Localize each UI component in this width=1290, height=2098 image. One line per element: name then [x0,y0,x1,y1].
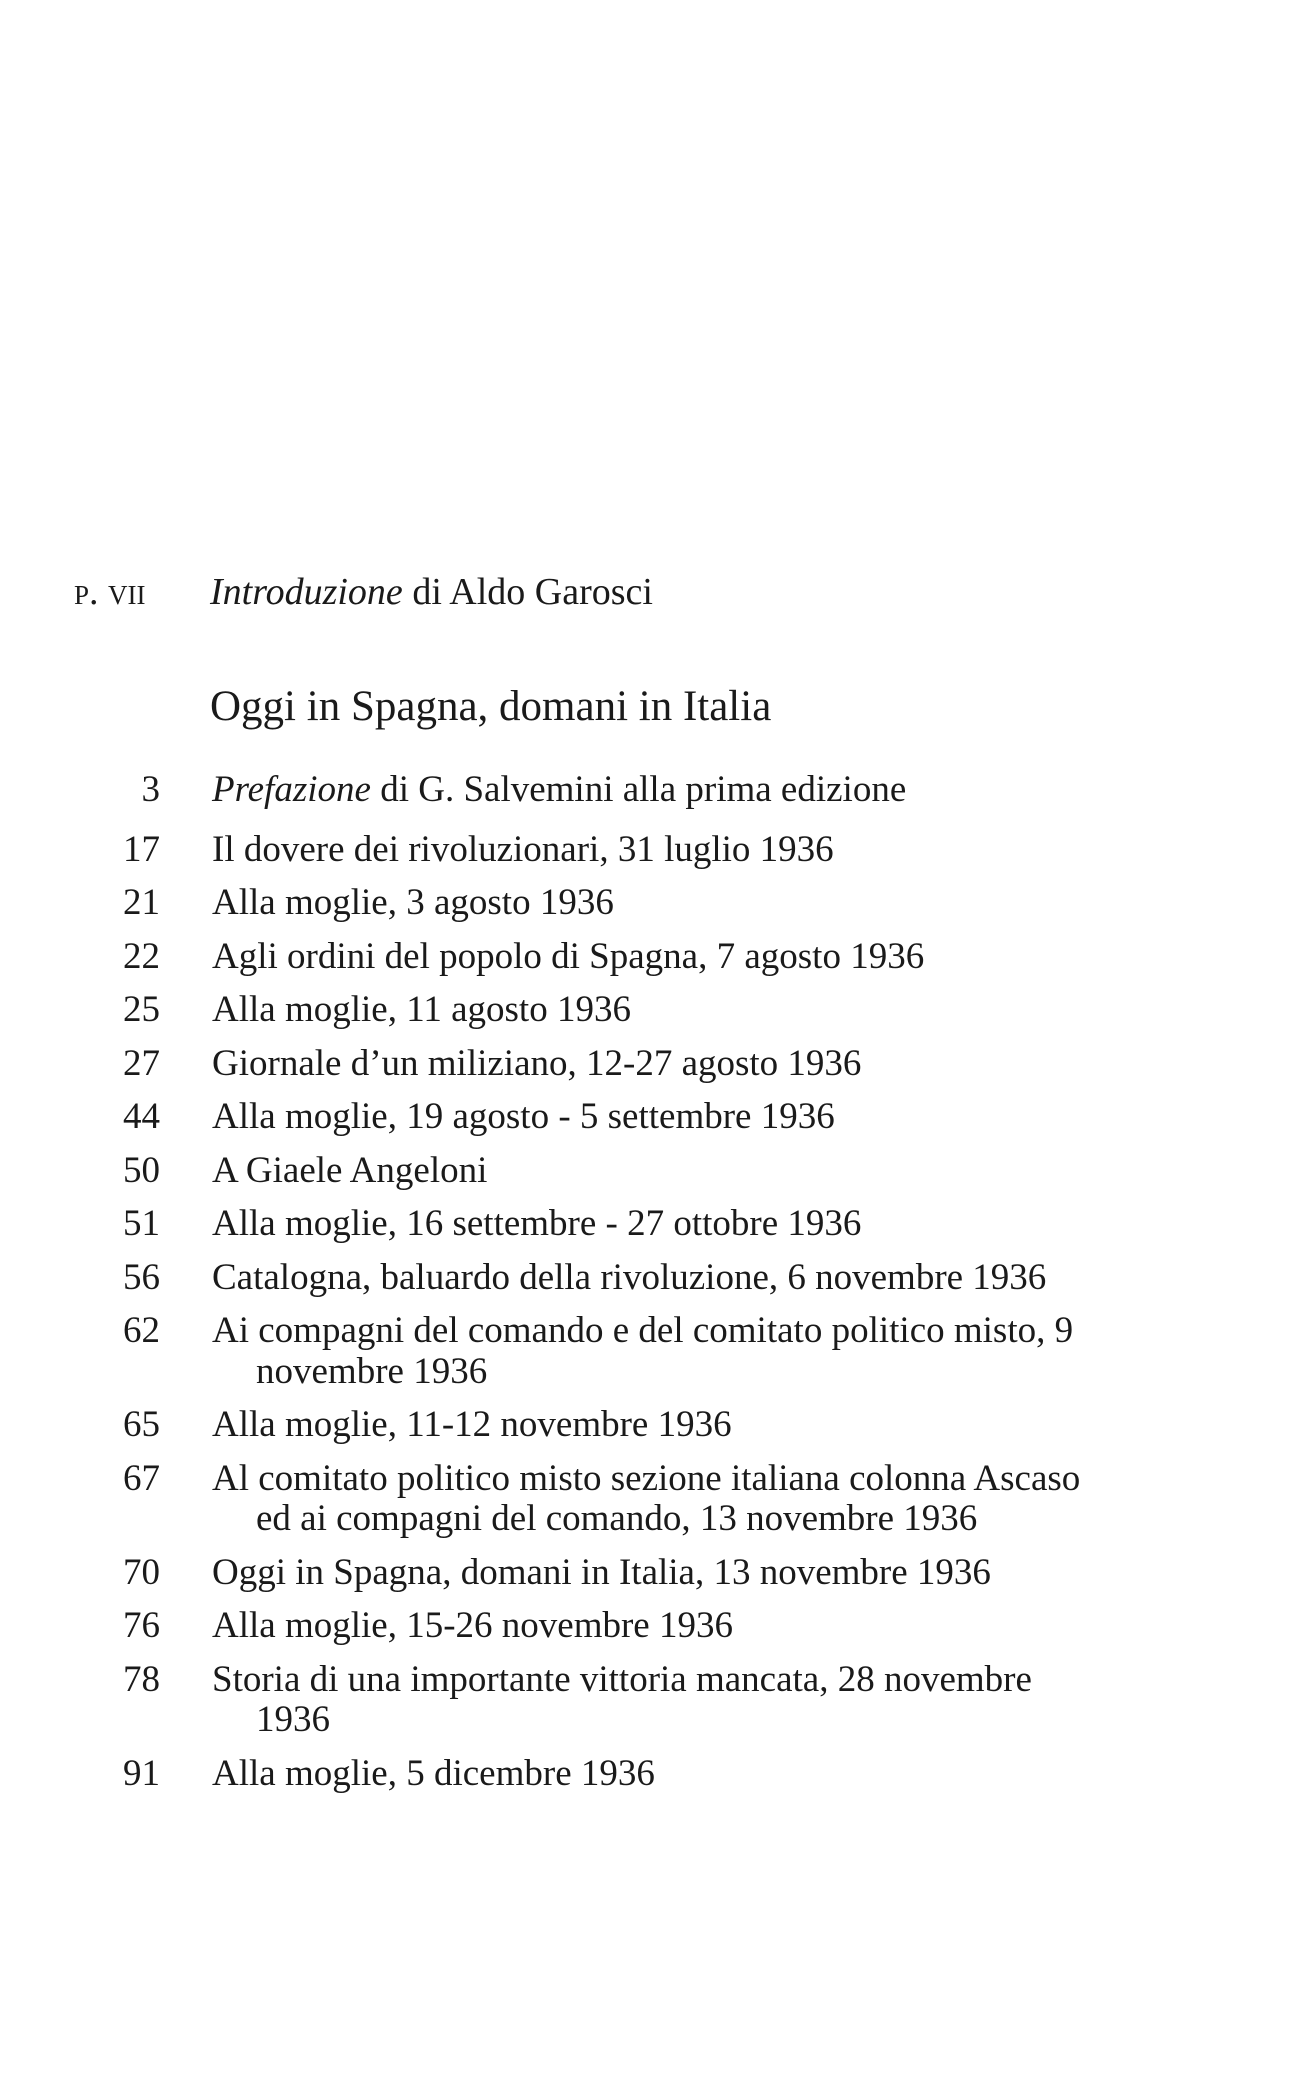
toc-entry-title-italic: Prefazione [212,769,371,810]
toc-entry-title: Alla moglie, 5 dicembre 1936 [212,1752,655,1794]
toc-entry [0,830,1290,871]
toc-entry [0,937,1290,978]
toc-entry [0,1459,1290,1540]
toc-introduction-row [74,568,653,616]
toc-page-number: 51 [123,1203,160,1244]
toc-entry [0,1311,1290,1392]
toc-page-number: 65 [123,1404,160,1445]
toc-page-number: 27 [123,1042,160,1084]
toc-entry-title: di G. Salvemini alla prima edizione [370,769,907,810]
toc-entry-title: A Giaele Angeloni [212,1149,488,1191]
toc-page-number: 50 [123,1149,160,1191]
toc-entry-title: di Aldo Garosci [402,571,653,613]
toc-page-number: 17 [123,828,160,870]
toc-page-number: 22 [123,935,160,977]
toc-entry [0,770,1290,811]
toc-entry [0,1405,1290,1446]
toc-entry-title: Giornale d’un miliziano, 12-27 agosto 1936 [212,1042,862,1084]
toc-entry-title: Ai compagni del comando e del comitato politico misto, 9 novembre 1936 [212,1310,1074,1392]
toc-entry-title: Alla moglie, 11 agosto 1936 [212,989,631,1030]
toc-entry [0,1606,1290,1647]
toc-page-number: 62 [123,1310,160,1351]
toc-entry-title: Il dovere dei rivoluzionari, 31 luglio 1936 [212,828,834,870]
toc-page-number: 21 [123,882,160,923]
toc-entry-title: Alla moglie, 15-26 novembre 1936 [212,1605,733,1646]
toc-entry [0,1258,1290,1299]
toc-page-number: 67 [123,1457,160,1499]
toc-entry [0,883,1290,924]
toc-entry [0,1754,1290,1795]
toc-entry-title: Al comitato politico misto sezione italiana colonna Ascaso ed ai compagni del comando, 13 novembre 1936 [212,1457,1081,1539]
toc-entry [0,990,1290,1031]
toc-entry-title: Agli ordini del popolo di Spagna, 7 agosto 1936 [212,935,925,977]
toc-entry-title: Alla moglie, 11-12 novembre 1936 [212,1404,732,1445]
toc-entry [0,1097,1290,1138]
toc-page-number: 3 [141,769,160,810]
toc-entry [0,1204,1290,1245]
toc-entry-title: Oggi in Spagna, domani in Italia, 13 novembre 1936 [212,1551,991,1593]
toc-page-number: 25 [123,989,160,1030]
toc-entry-title-block [212,770,1096,811]
toc-page-number: 44 [123,1096,160,1137]
toc-entry-title-italic: Introduzione [210,571,403,613]
toc-page-number: 56 [123,1256,160,1298]
table-of-contents [0,770,1290,1807]
toc-page-number: p. vii [74,571,146,613]
toc-entry [0,1151,1290,1192]
toc-entry [0,1553,1290,1594]
toc-entry [0,1660,1290,1741]
toc-entry-title: Alla moglie, 3 agosto 1936 [212,882,614,923]
toc-entry-title: Alla moglie, 16 settembre - 27 ottobre 1936 [212,1203,862,1244]
toc-page-number: 91 [123,1752,160,1794]
toc-entry-title: Alla moglie, 19 agosto - 5 settembre 1936 [212,1096,835,1137]
toc-entry-title: Storia di una importante vittoria mancata, 28 novembre 1936 [212,1658,1032,1740]
toc-page-number: 76 [123,1605,160,1646]
section-title: Oggi in Spagna, domani in Italia [210,683,772,730]
toc-entry [0,1044,1290,1085]
toc-page-number: 70 [123,1551,160,1593]
toc-entry-title: Catalogna, baluardo della rivoluzione, 6 novembre 1936 [212,1256,1047,1298]
toc-page-number: 78 [123,1658,160,1700]
